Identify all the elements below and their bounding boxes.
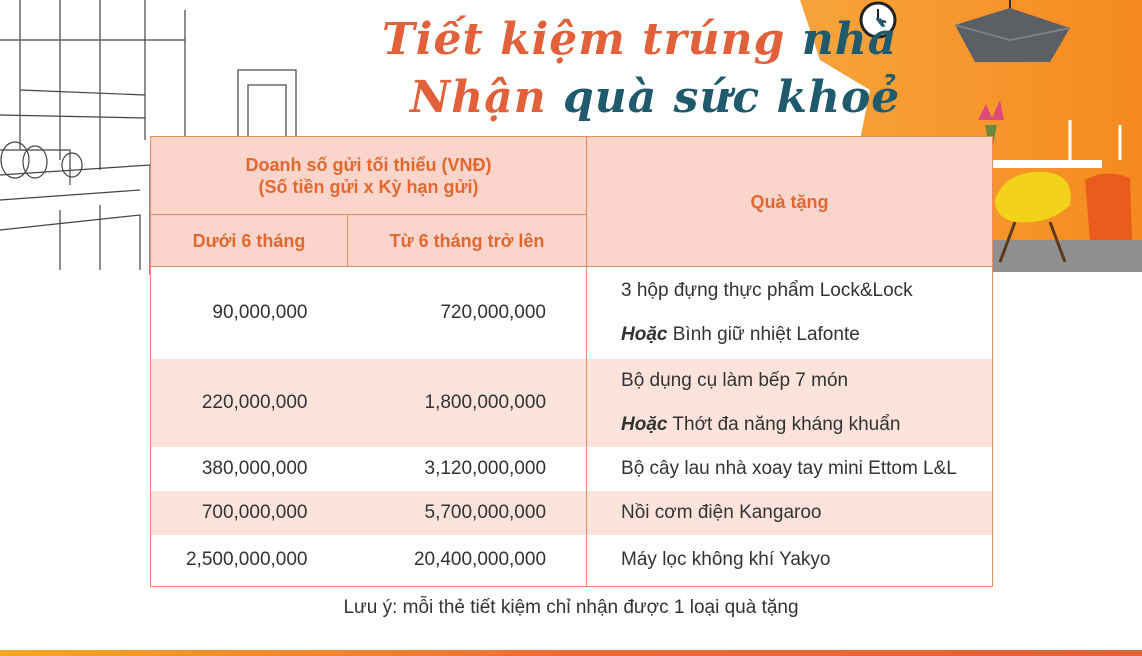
min-deposit-note: (Số tiền gửi x Kỳ hạn gửi) (258, 177, 479, 197)
under-6-value: 90,000,000 (151, 267, 348, 359)
gift-cell: Máy lọc không khí Yakyo (587, 535, 993, 587)
headline-1-part-a: Tiết kiệm trúng (382, 14, 802, 65)
table-row (151, 535, 993, 587)
gift-option-2 (621, 313, 992, 357)
min-deposit-label: Doanh số gửi tối thiểu (VNĐ) (245, 155, 492, 175)
table-row (151, 491, 993, 535)
gift-option-2 (621, 403, 992, 447)
gift-option-1: 3 hộp đựng thực phẩm Lock&Lock (621, 279, 913, 301)
or-label: Hoặc (621, 323, 668, 345)
bottom-gradient-bar (0, 650, 1142, 656)
table-row (151, 267, 993, 359)
headline-line-2 (410, 72, 900, 123)
header-under-6-months: Dưới 6 tháng (151, 215, 348, 267)
headline-2-part-a: Nhận (410, 72, 564, 123)
header-min-deposit (151, 137, 587, 215)
from-6-value: 5,700,000,000 (424, 501, 547, 523)
under-6-value: 220,000,000 (151, 359, 348, 447)
headline-line-1 (382, 14, 897, 65)
or-label: Hoặc (621, 413, 668, 435)
table-row (151, 359, 993, 447)
gift-cell (587, 267, 993, 359)
headline-2-part-b: quà sức khoẻ (563, 72, 901, 123)
under-6-value: 380,000,000 (151, 447, 348, 491)
header-gift: Quà tặng (587, 137, 993, 267)
footnote: Lưu ý: mỗi thẻ tiết kiệm chỉ nhận được 1 loại quà tặng (343, 597, 799, 618)
gift-cell (587, 359, 993, 447)
headline-1-part-b: nhà (801, 14, 898, 65)
from-6-value: 20,400,000,000 (348, 535, 587, 587)
from-6-value: 720,000,000 (440, 301, 547, 323)
header-from-6-months: Từ 6 tháng trở lên (348, 215, 587, 267)
table-row (151, 447, 993, 491)
from-6-value: 1,800,000,000 (424, 391, 547, 413)
gift-option-2-text: Thớt đa năng kháng khuẩn (667, 413, 901, 435)
under-6-value: 700,000,000 (151, 491, 348, 535)
under-6-value: 2,500,000,000 (151, 535, 348, 587)
gift-option-2-text: Bình giữ nhiệt Lafonte (667, 323, 860, 345)
from-6-value: 3,120,000,000 (424, 457, 547, 479)
gift-table (150, 136, 993, 587)
gift-cell: Nồi cơm điện Kangaroo (587, 491, 993, 535)
gift-cell: Bộ cây lau nhà xoay tay mini Ettom L&L (587, 447, 993, 491)
gift-option-1: Bộ dụng cụ làm bếp 7 món (621, 369, 849, 391)
